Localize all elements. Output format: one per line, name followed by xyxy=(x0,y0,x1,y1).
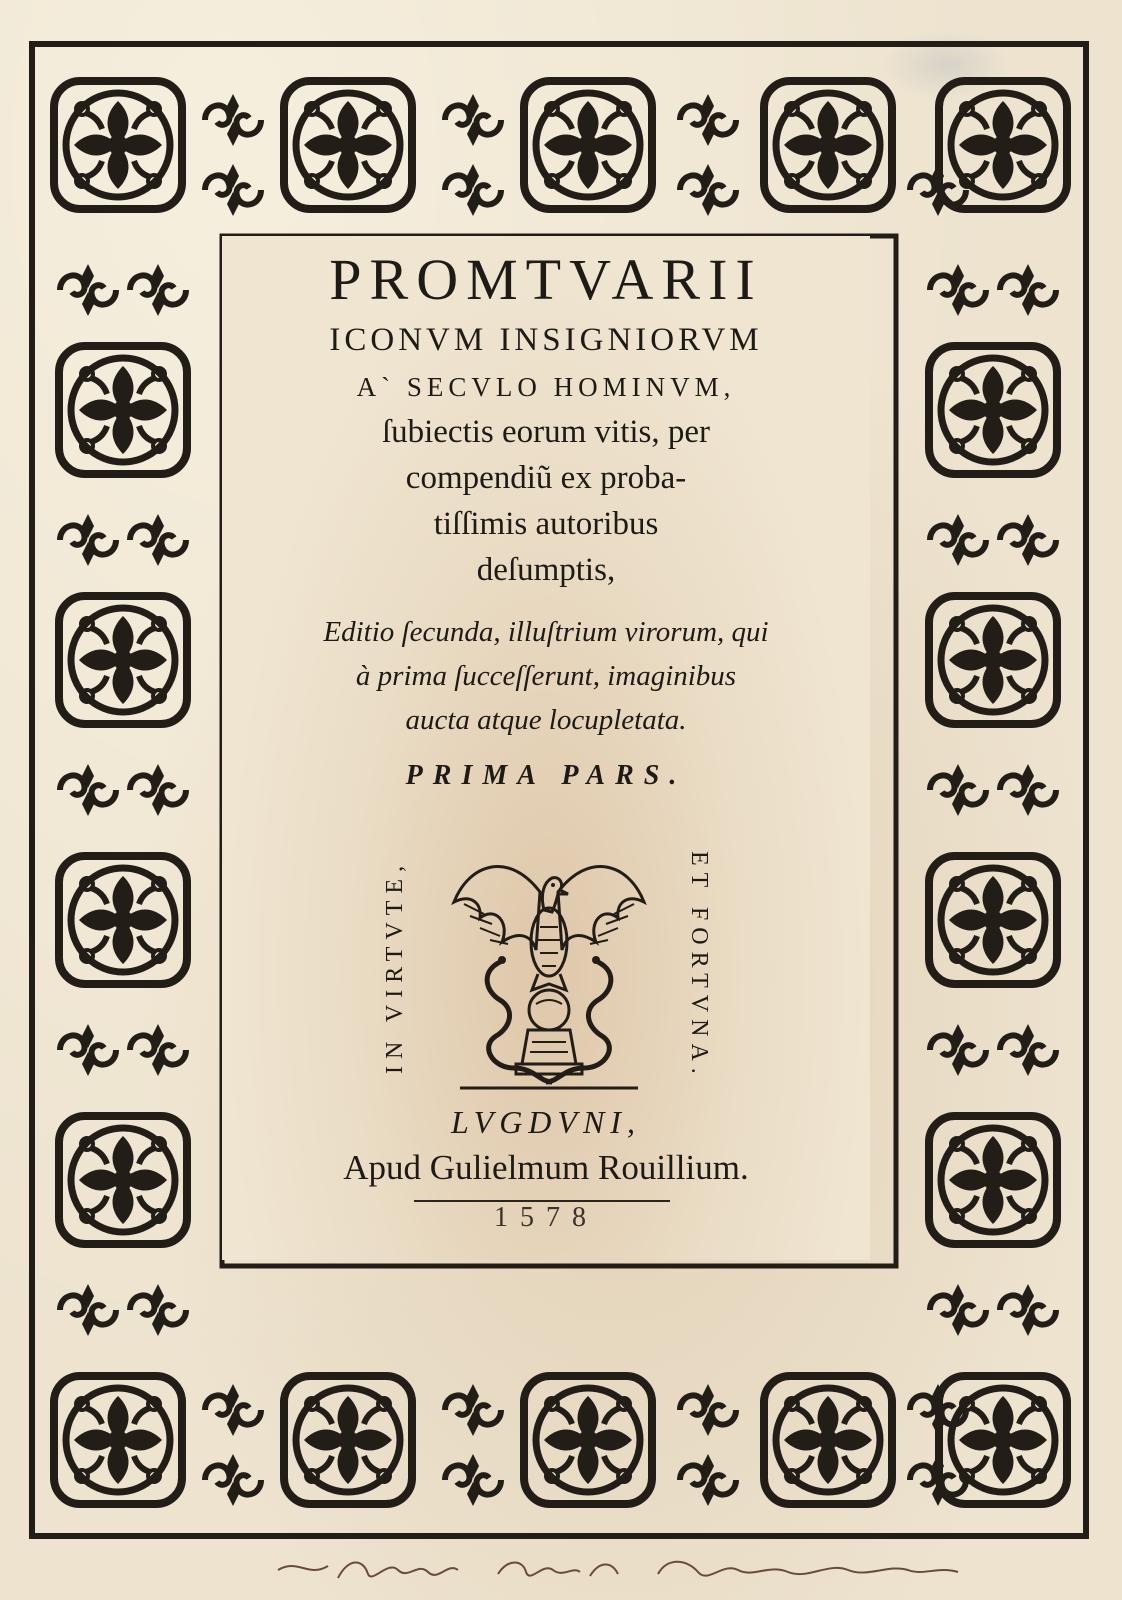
subtitle-line-4: deſumptis, xyxy=(476,552,616,588)
title-text-panel xyxy=(222,236,870,1260)
title-line-1: PROMTVARII xyxy=(329,247,763,312)
title-line-3: A` SECVLO HOMINVM, xyxy=(356,372,736,402)
printer-device-eagle-icon xyxy=(440,832,658,1094)
motto-right: ET FORTVNA. xyxy=(686,851,712,1081)
edition-line-1: Editio ſecunda, illuſtrium virorum, qui xyxy=(323,616,769,648)
subtitle-line-3: tiſſimis autoribus xyxy=(433,506,659,542)
edition-line-2: à prima ſucceſſerunt, imaginibus xyxy=(355,660,737,692)
edition-line-3: aucta atque locupletata. xyxy=(405,704,687,736)
motto-left: IN VIRTVTE, xyxy=(382,858,408,1074)
part-label: PRIMA PARS. xyxy=(405,760,687,791)
subtitle-line-2: compendiũ ex proba- xyxy=(405,460,687,496)
imprint-city: LVGDVNI, xyxy=(451,1104,641,1140)
handwritten-inscription xyxy=(268,1548,968,1596)
imprint-year: 1578 xyxy=(494,1202,598,1233)
subtitle-line-1: ſubiectis eorum vitis, per xyxy=(381,414,711,450)
title-line-2: ICONVM INSIGNIORVM xyxy=(329,322,763,358)
imprint-printer: Apud Gulielmum Rouillium. xyxy=(343,1148,749,1187)
